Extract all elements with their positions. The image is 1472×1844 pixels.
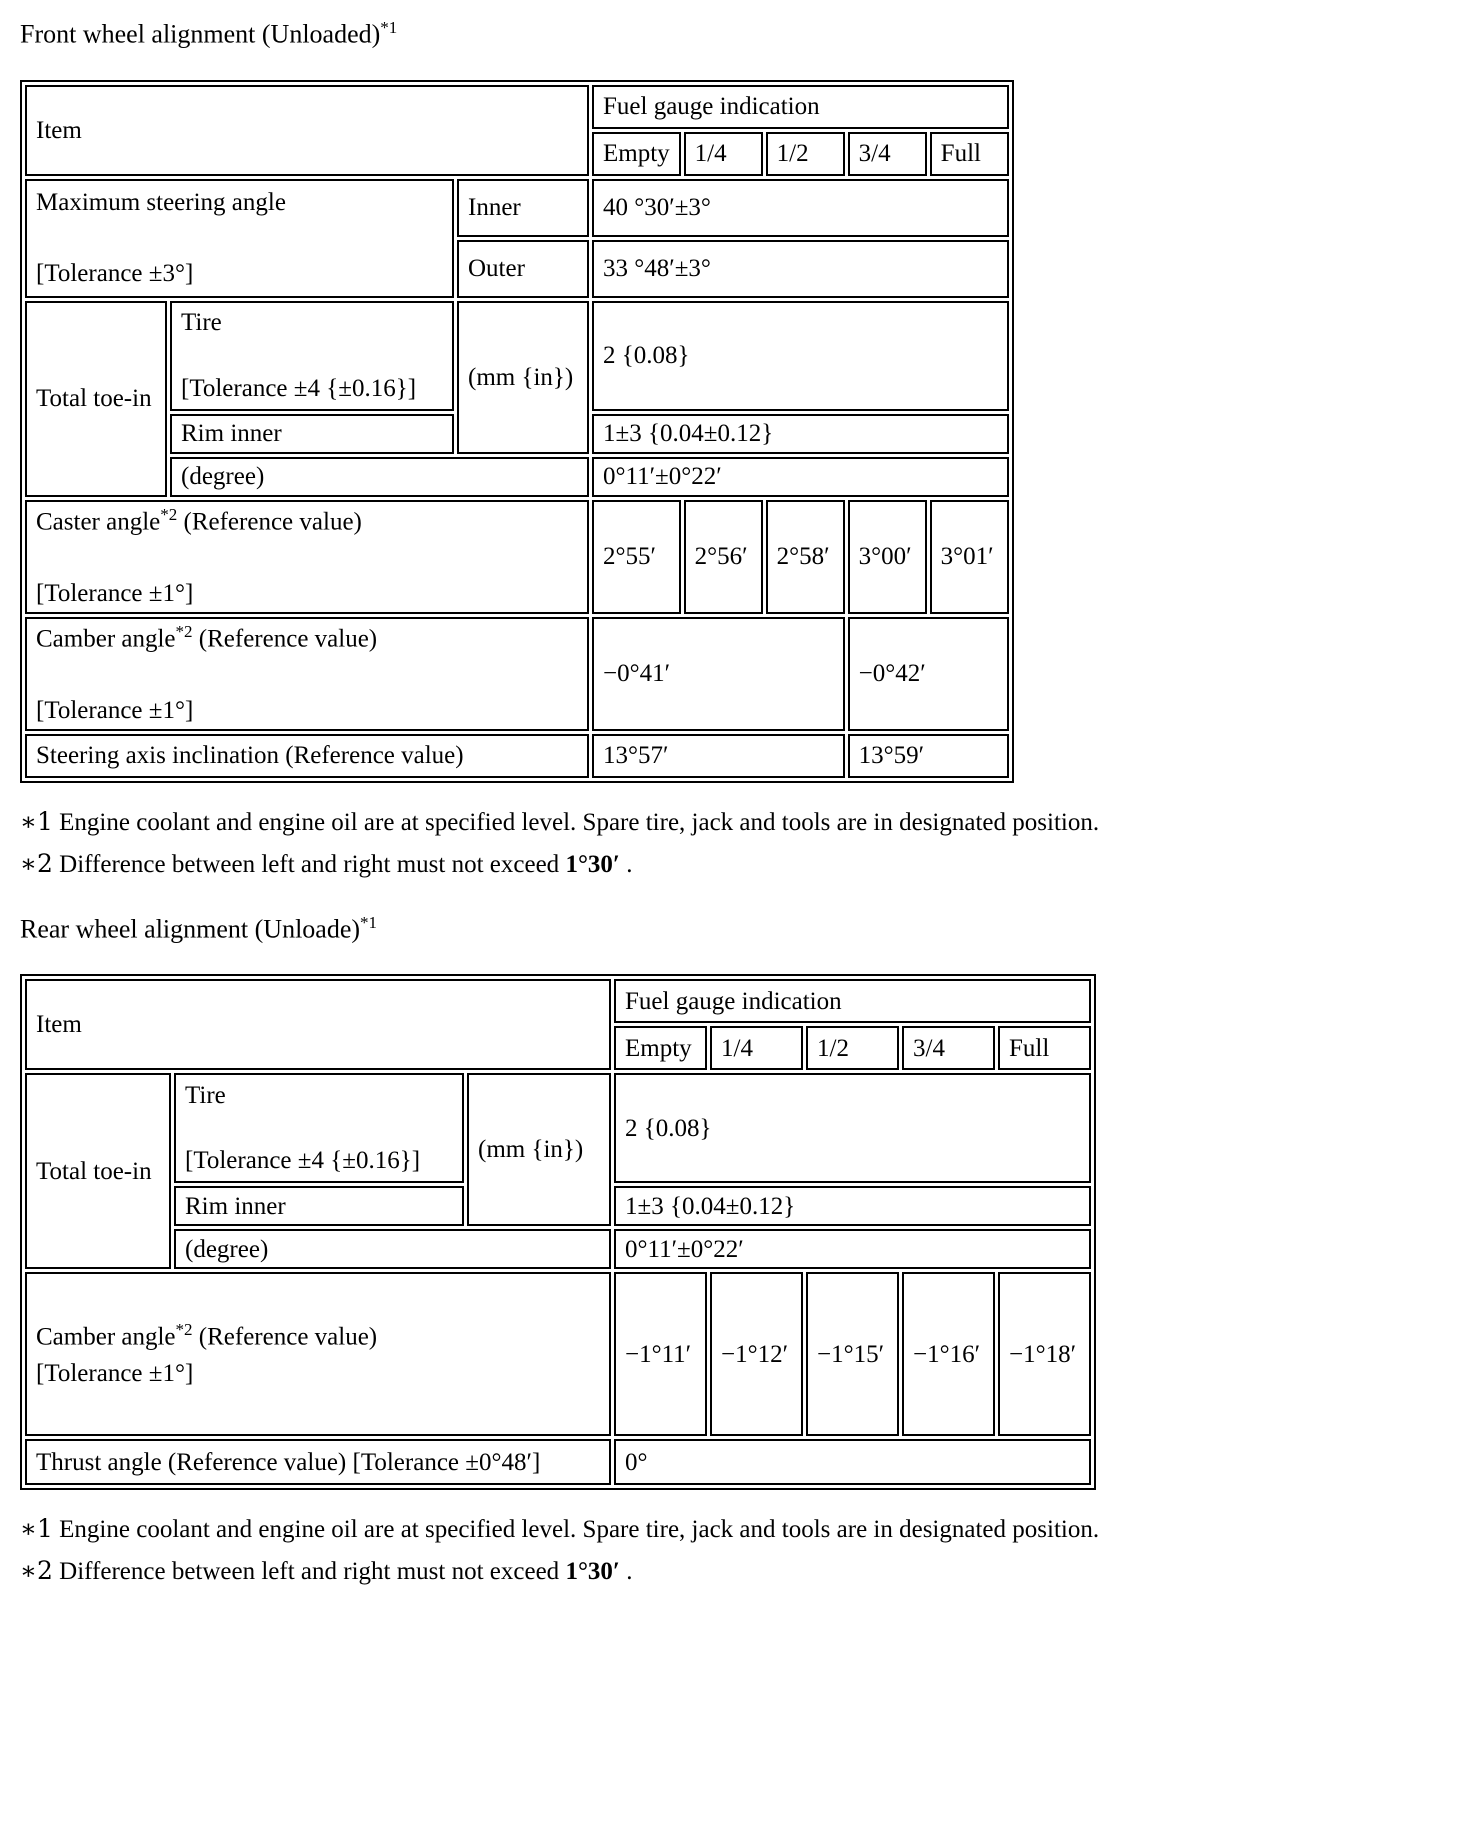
table-row <box>25 734 1009 778</box>
tire-cell <box>170 301 454 411</box>
caster-value-half-cell: 2°58′ <box>766 500 845 614</box>
table-row <box>25 179 1009 237</box>
front-title-text: Front wheel alignment (Unloaded) <box>20 19 381 49</box>
footnote-1-marker: ∗1 <box>20 1514 53 1544</box>
fuel-level-half-cell: 1/2 <box>806 1026 899 1070</box>
camber-footnote-ref: *2 <box>175 1319 193 1339</box>
thrust-angle-label-cell: Thrust angle (Reference value) [Tolerance ±0°48′] <box>25 1439 611 1485</box>
camber-value-low-cell: −0°41′ <box>592 617 845 731</box>
inner-label-cell: Inner <box>457 179 589 237</box>
fuel-level-empty-cell: Empty <box>592 132 681 176</box>
camber-angle-label-text: Camber angle <box>36 1323 176 1351</box>
steering-axis-label-cell: Steering axis inclination (Reference value) <box>25 734 589 778</box>
table-row <box>25 500 1009 614</box>
total-toe-in-cell: Total toe-in <box>25 301 167 497</box>
front-section-title <box>20 18 1452 50</box>
footnote-2-bold-value: 1°30′ <box>565 1558 620 1586</box>
front-alignment-table <box>20 80 1014 783</box>
fuel-level-empty-cell: Empty <box>614 1026 707 1070</box>
tire-label: Tire <box>181 309 222 337</box>
item-header-cell: Item <box>25 979 611 1070</box>
camber-footnote-ref: *2 <box>175 622 193 642</box>
fuel-gauge-header-cell: Fuel gauge indication <box>614 979 1091 1023</box>
caster-angle-tolerance: [Tolerance ±1°] <box>36 579 194 607</box>
footnote-2-text-end: . <box>619 850 633 878</box>
degree-label-cell: (degree) <box>170 457 589 497</box>
caster-angle-label <box>36 504 578 538</box>
item-header-cell: Item <box>25 85 589 176</box>
camber-angle-tolerance: [Tolerance ±1°] <box>36 1360 194 1388</box>
table-row <box>25 979 1091 1023</box>
table-row <box>25 1073 1091 1183</box>
camber-angle-label-rest: (Reference value) <box>192 625 378 653</box>
total-toe-in-cell: Total toe-in <box>25 1073 171 1269</box>
unit-mm-in-cell: (mm {in}) <box>457 301 589 454</box>
camber-value-high-cell: −0°42′ <box>848 617 1009 731</box>
camber-angle-label <box>36 1319 600 1353</box>
max-steering-angle-tolerance: [Tolerance ±3°] <box>36 260 194 288</box>
footnote-2-text-end: . <box>619 1558 633 1586</box>
footnote-1-marker: ∗1 <box>20 806 53 836</box>
fuel-level-quarter-cell: 1/4 <box>710 1026 803 1070</box>
rear-alignment-table <box>20 974 1096 1490</box>
degree-label-cell: (degree) <box>174 1229 611 1269</box>
footnote-2-text: Difference between left and right must not exceed <box>59 1558 566 1586</box>
tire-label: Tire <box>185 1082 226 1110</box>
camber-value-empty-cell: −1°11′ <box>614 1272 707 1436</box>
footnote-2 <box>20 1556 1452 1586</box>
camber-value-threequarter-cell: −1°16′ <box>902 1272 995 1436</box>
table-row <box>25 1439 1091 1485</box>
max-steering-angle-cell <box>25 179 454 298</box>
rear-footnotes <box>20 1514 1452 1586</box>
fuel-level-half-cell: 1/2 <box>766 132 845 176</box>
camber-value-half-cell: −1°15′ <box>806 1272 899 1436</box>
footnote-1 <box>20 1514 1452 1544</box>
rim-inner-value-cell: 1±3 {0.04±0.12} <box>614 1186 1091 1226</box>
table-row <box>25 85 1009 129</box>
degree-value-cell: 0°11′±0°22′ <box>592 457 1009 497</box>
max-steering-angle-label: Maximum steering angle <box>36 188 286 216</box>
tire-value-cell: 2 {0.08} <box>592 301 1009 411</box>
footnote-2-marker: ∗2 <box>20 848 53 878</box>
camber-angle-tolerance: [Tolerance ±1°] <box>36 696 194 724</box>
footnote-2-text: Difference between left and right must not exceed <box>59 850 566 878</box>
steering-axis-value-low-cell: 13°57′ <box>592 734 845 778</box>
rear-title-footnote-ref: *1 <box>360 912 378 932</box>
rim-inner-value-cell: 1±3 {0.04±0.12} <box>592 414 1009 454</box>
fuel-level-threequarter-cell: 3/4 <box>902 1026 995 1070</box>
caster-angle-cell <box>25 500 589 614</box>
footnote-1 <box>20 807 1452 837</box>
footnote-1-text: Engine coolant and engine oil are at specified level. Spare tire, jack and tools are in designated position. <box>59 1516 1100 1544</box>
outer-value-cell: 33 °48′±3° <box>592 240 1009 298</box>
caster-value-full-cell: 3°01′ <box>930 500 1009 614</box>
tire-tolerance: [Tolerance ±4 {±0.16}] <box>181 374 417 402</box>
footnote-2-marker: ∗2 <box>20 1556 53 1586</box>
caster-value-quarter-cell: 2°56′ <box>684 500 763 614</box>
caster-value-threequarter-cell: 3°00′ <box>848 500 927 614</box>
caster-footnote-ref: *2 <box>160 505 178 525</box>
table-row <box>25 617 1009 731</box>
rear-section-title <box>20 913 1452 945</box>
camber-angle-label <box>36 621 578 655</box>
fuel-level-full-cell: Full <box>998 1026 1091 1070</box>
fuel-gauge-header-cell: Fuel gauge indication <box>592 85 1009 129</box>
camber-value-quarter-cell: −1°12′ <box>710 1272 803 1436</box>
footnote-1-text: Engine coolant and engine oil are at specified level. Spare tire, jack and tools are in designated position. <box>59 808 1100 836</box>
fuel-level-full-cell: Full <box>930 132 1009 176</box>
footnote-2-bold-value: 1°30′ <box>565 850 620 878</box>
rim-inner-label-cell: Rim inner <box>170 414 454 454</box>
table-row <box>25 1272 1091 1436</box>
table-row <box>25 301 1009 411</box>
caster-angle-label-rest: (Reference value) <box>177 508 362 536</box>
camber-angle-label-text: Camber angle <box>36 625 176 653</box>
table-row <box>25 1229 1091 1269</box>
tire-value-cell: 2 {0.08} <box>614 1073 1091 1183</box>
rim-inner-label-cell: Rim inner <box>174 1186 464 1226</box>
outer-label-cell: Outer <box>457 240 589 298</box>
camber-value-full-cell: −1°18′ <box>998 1272 1091 1436</box>
front-title-footnote-ref: *1 <box>380 18 398 37</box>
fuel-level-threequarter-cell: 3/4 <box>848 132 927 176</box>
table-row <box>25 457 1009 497</box>
camber-angle-label-rest: (Reference value) <box>192 1323 378 1351</box>
fuel-level-quarter-cell: 1/4 <box>684 132 763 176</box>
rear-title-text: Rear wheel alignment (Unloade) <box>20 914 361 944</box>
degree-value-cell: 0°11′±0°22′ <box>614 1229 1091 1269</box>
inner-value-cell: 40 °30′±3° <box>592 179 1009 237</box>
footnote-2 <box>20 849 1452 879</box>
front-footnotes <box>20 807 1452 879</box>
camber-angle-cell <box>25 1272 611 1436</box>
caster-value-empty-cell: 2°55′ <box>592 500 681 614</box>
steering-axis-value-high-cell: 13°59′ <box>848 734 1009 778</box>
unit-mm-in-cell: (mm {in}) <box>467 1073 611 1226</box>
caster-angle-label-text: Caster angle <box>36 508 161 536</box>
camber-angle-cell <box>25 617 589 731</box>
tire-cell <box>174 1073 464 1183</box>
tire-tolerance: [Tolerance ±4 {±0.16}] <box>185 1147 421 1175</box>
thrust-angle-value-cell: 0° <box>614 1439 1091 1485</box>
